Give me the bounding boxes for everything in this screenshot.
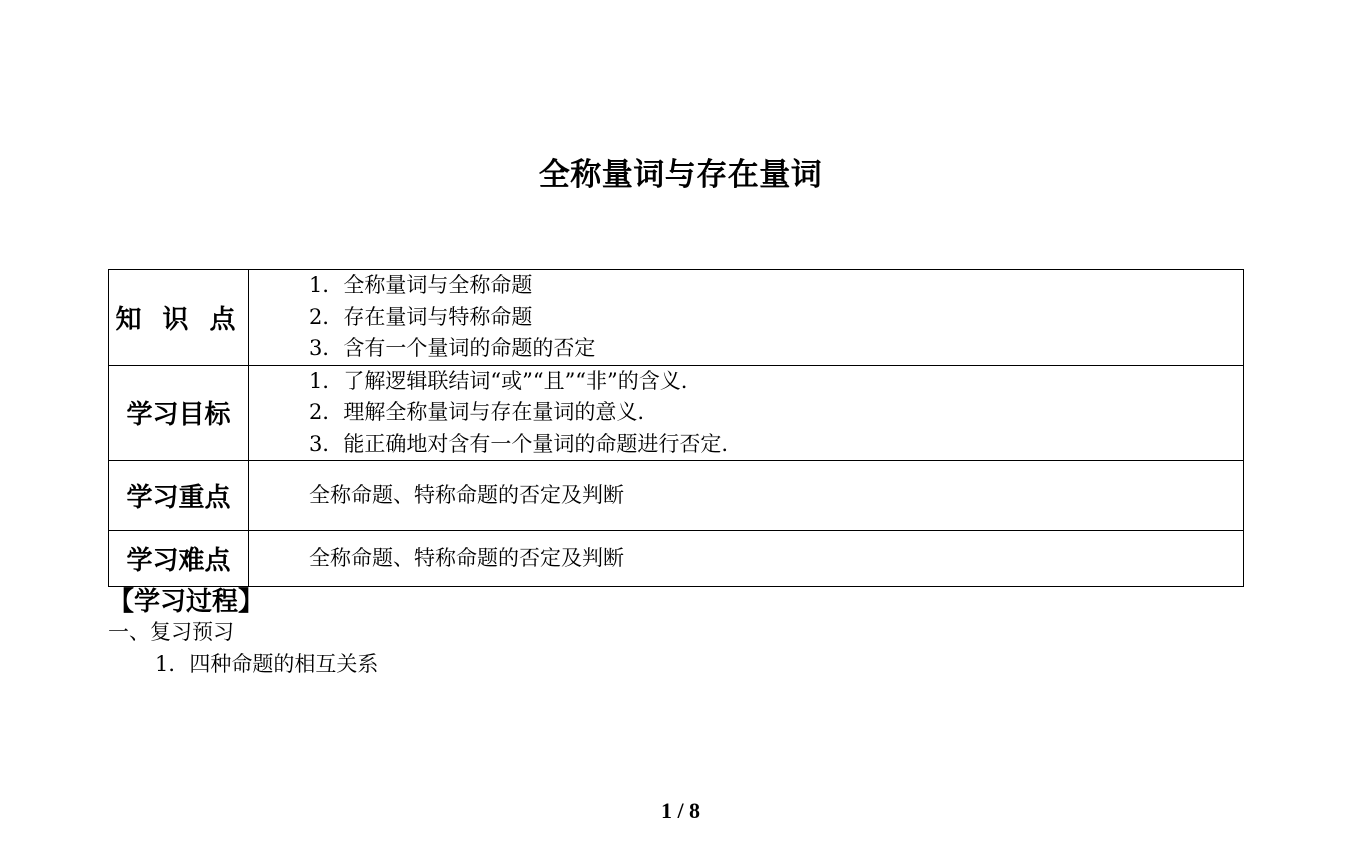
table-row-learning-goals (109, 365, 1244, 461)
row-label-learning-goals: 学习目标 (109, 365, 249, 461)
content-line: 2．理解全称量词与存在量词的意义. (309, 400, 645, 424)
table-row-key-points (109, 461, 1244, 531)
content-line: 全称命题、特称命题的否定及判断 (309, 482, 624, 507)
row-content-key-points (249, 461, 1244, 531)
document-title: 全称量词与存在量词 (538, 157, 823, 193)
content-line: 3．含有一个量词的命题的否定 (309, 336, 596, 360)
row-label-key-points: 学习重点 (109, 461, 249, 531)
info-table (108, 269, 1244, 587)
review-preview-heading: 一、复习预习 (108, 620, 234, 644)
content-line: 全称命题、特称命题的否定及判断 (309, 545, 624, 570)
table-row-difficult-points (109, 531, 1244, 587)
row-label-difficult-points: 学习难点 (109, 531, 249, 587)
page-number: 1 / 8 (660, 798, 701, 823)
content-line: 1．全称量词与全称命题 (309, 273, 533, 297)
learning-process-heading: 【学习过程】 (108, 587, 265, 617)
list-item: 1．四种命题的相互关系 (155, 652, 379, 676)
content-line: 3．能正确地对含有一个量词的命题进行否定. (309, 431, 729, 456)
row-content-difficult-points (249, 531, 1244, 587)
row-content-knowledge-points (249, 270, 1244, 366)
content-line: 2．存在量词与特称命题 (309, 304, 533, 329)
row-label-knowledge-points: 知 识 点 (109, 270, 249, 366)
table-row-knowledge-points (109, 270, 1244, 366)
content-line: 1．了解逻辑联结词“或”“且”“非”的含义. (309, 368, 688, 393)
row-content-learning-goals (249, 365, 1244, 461)
